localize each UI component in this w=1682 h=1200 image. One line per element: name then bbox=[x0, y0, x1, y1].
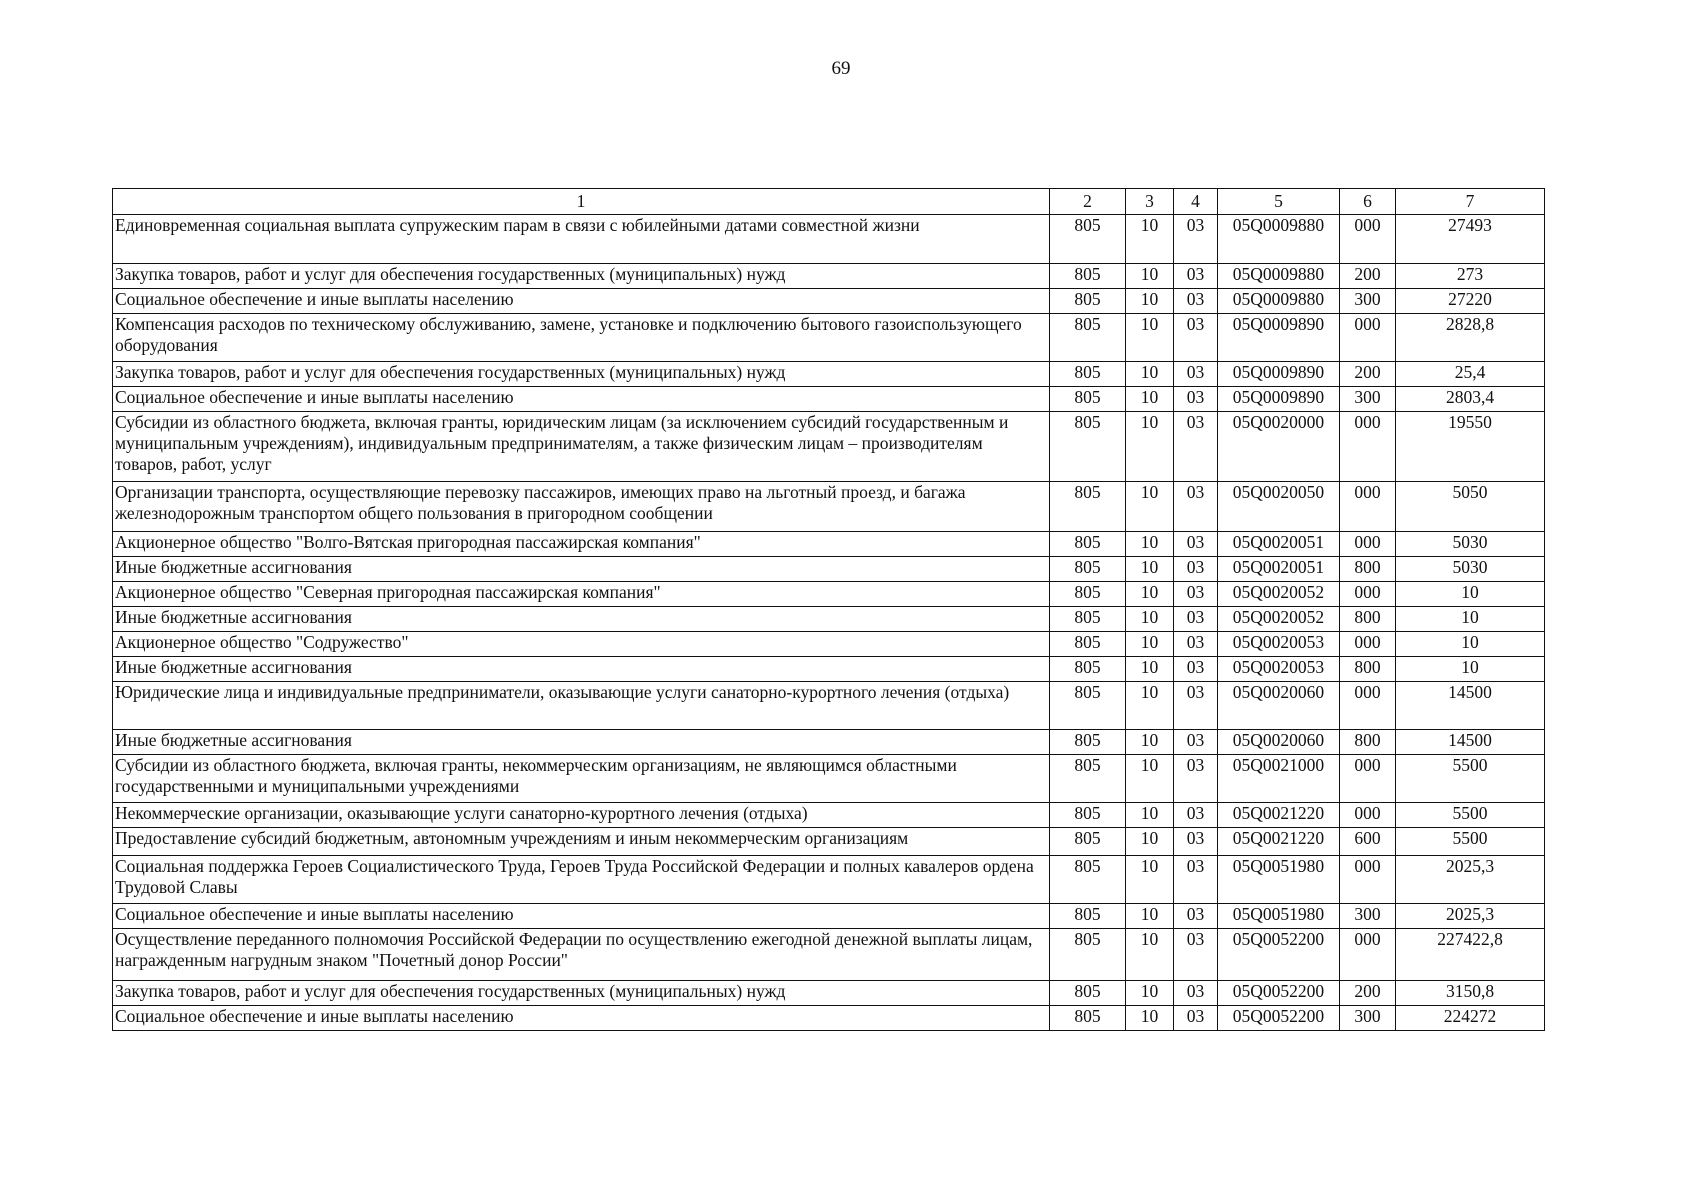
row-expense-type-cell: 000 bbox=[1340, 929, 1396, 981]
row-subsection-cell: 03 bbox=[1174, 532, 1218, 557]
row-subsection-cell: 03 bbox=[1174, 582, 1218, 607]
row-code-cell: 805 bbox=[1050, 657, 1126, 682]
row-section-cell: 10 bbox=[1126, 828, 1174, 856]
row-code-cell: 805 bbox=[1050, 387, 1126, 412]
row-section-cell: 10 bbox=[1126, 803, 1174, 828]
row-expense-type-cell: 800 bbox=[1340, 657, 1396, 682]
row-target-code-cell: 05Q0020051 bbox=[1218, 532, 1340, 557]
row-target-code-cell: 05Q0020052 bbox=[1218, 582, 1340, 607]
row-subsection-cell: 03 bbox=[1174, 657, 1218, 682]
table-row bbox=[113, 755, 1545, 803]
row-amount-cell: 227422,8 bbox=[1396, 929, 1545, 981]
table-row bbox=[113, 657, 1545, 682]
row-section-cell: 10 bbox=[1126, 557, 1174, 582]
row-expense-type-cell: 200 bbox=[1340, 362, 1396, 387]
row-amount-cell: 10 bbox=[1396, 582, 1545, 607]
row-amount-cell: 10 bbox=[1396, 632, 1545, 657]
row-target-code-cell: 05Q0009880 bbox=[1218, 289, 1340, 314]
row-subsection-cell: 03 bbox=[1174, 828, 1218, 856]
table-row bbox=[113, 607, 1545, 632]
row-section-cell: 10 bbox=[1126, 264, 1174, 289]
row-section-cell: 10 bbox=[1126, 482, 1174, 532]
row-section-cell: 10 bbox=[1126, 532, 1174, 557]
row-amount-cell: 5500 bbox=[1396, 755, 1545, 803]
row-code-cell: 805 bbox=[1050, 1006, 1126, 1031]
row-section-cell: 10 bbox=[1126, 1006, 1174, 1031]
row-amount-cell: 2025,3 bbox=[1396, 856, 1545, 904]
row-target-code-cell: 05Q0009890 bbox=[1218, 314, 1340, 362]
row-name-cell: Единовременная социальная выплата супружеским парам в связи с юбилейными датами совместной жизни bbox=[113, 215, 1050, 264]
row-expense-type-cell: 000 bbox=[1340, 482, 1396, 532]
table-row bbox=[113, 215, 1545, 264]
row-amount-cell: 5500 bbox=[1396, 828, 1545, 856]
table-row bbox=[113, 981, 1545, 1006]
row-subsection-cell: 03 bbox=[1174, 1006, 1218, 1031]
row-subsection-cell: 03 bbox=[1174, 632, 1218, 657]
table-row bbox=[113, 730, 1545, 755]
table-row bbox=[113, 632, 1545, 657]
row-target-code-cell: 05Q0052200 bbox=[1218, 929, 1340, 981]
row-expense-type-cell: 000 bbox=[1340, 314, 1396, 362]
row-name-cell: Некоммерческие организации, оказывающие услуги санаторно-курортного лечения (отдыха) bbox=[113, 803, 1050, 828]
row-amount-cell: 25,4 bbox=[1396, 362, 1545, 387]
row-code-cell: 805 bbox=[1050, 730, 1126, 755]
row-name-cell: Организации транспорта, осуществляющие перевозку пассажиров, имеющих право на льготный проезд, и багажа железнодорожным транспортом общего пользования в пригородном сообщении bbox=[113, 482, 1050, 532]
row-section-cell: 10 bbox=[1126, 314, 1174, 362]
table-row bbox=[113, 582, 1545, 607]
row-amount-cell: 5050 bbox=[1396, 482, 1545, 532]
row-amount-cell: 5030 bbox=[1396, 532, 1545, 557]
row-amount-cell: 5500 bbox=[1396, 803, 1545, 828]
row-section-cell: 10 bbox=[1126, 682, 1174, 730]
row-expense-type-cell: 800 bbox=[1340, 730, 1396, 755]
table-row bbox=[113, 557, 1545, 582]
row-name-cell: Субсидии из областного бюджета, включая гранты, некоммерческим организациям, не являющимся областными государственными и муниципальными учреждениями bbox=[113, 755, 1050, 803]
row-expense-type-cell: 000 bbox=[1340, 856, 1396, 904]
row-subsection-cell: 03 bbox=[1174, 929, 1218, 981]
row-expense-type-cell: 000 bbox=[1340, 582, 1396, 607]
row-amount-cell: 10 bbox=[1396, 607, 1545, 632]
row-code-cell: 805 bbox=[1050, 981, 1126, 1006]
row-target-code-cell: 05Q0009890 bbox=[1218, 362, 1340, 387]
row-subsection-cell: 03 bbox=[1174, 730, 1218, 755]
row-subsection-cell: 03 bbox=[1174, 856, 1218, 904]
row-name-cell: Иные бюджетные ассигнования bbox=[113, 730, 1050, 755]
row-target-code-cell: 05Q0052200 bbox=[1218, 981, 1340, 1006]
table-row bbox=[113, 387, 1545, 412]
row-name-cell: Социальная поддержка Героев Социалистического Труда, Героев Труда Российской Федерации и полных кавалеров ордена Трудовой Славы bbox=[113, 856, 1050, 904]
column-header: 7 bbox=[1396, 189, 1545, 215]
row-subsection-cell: 03 bbox=[1174, 981, 1218, 1006]
column-header: 2 bbox=[1050, 189, 1126, 215]
column-header: 1 bbox=[113, 189, 1050, 215]
table-row bbox=[113, 856, 1545, 904]
row-section-cell: 10 bbox=[1126, 582, 1174, 607]
row-subsection-cell: 03 bbox=[1174, 387, 1218, 412]
row-amount-cell: 27220 bbox=[1396, 289, 1545, 314]
row-expense-type-cell: 200 bbox=[1340, 981, 1396, 1006]
row-target-code-cell: 05Q0021000 bbox=[1218, 755, 1340, 803]
row-target-code-cell: 05Q0020051 bbox=[1218, 557, 1340, 582]
row-name-cell: Закупка товаров, работ и услуг для обеспечения государственных (муниципальных) нужд bbox=[113, 264, 1050, 289]
row-section-cell: 10 bbox=[1126, 607, 1174, 632]
row-code-cell: 805 bbox=[1050, 264, 1126, 289]
table-row bbox=[113, 904, 1545, 929]
row-section-cell: 10 bbox=[1126, 755, 1174, 803]
table-row bbox=[113, 929, 1545, 981]
row-target-code-cell: 05Q0020060 bbox=[1218, 682, 1340, 730]
row-expense-type-cell: 000 bbox=[1340, 412, 1396, 482]
row-subsection-cell: 03 bbox=[1174, 289, 1218, 314]
row-target-code-cell: 05Q0020060 bbox=[1218, 730, 1340, 755]
row-subsection-cell: 03 bbox=[1174, 264, 1218, 289]
row-target-code-cell: 05Q0020053 bbox=[1218, 632, 1340, 657]
row-name-cell: Социальное обеспечение и иные выплаты населению bbox=[113, 387, 1050, 412]
row-section-cell: 10 bbox=[1126, 289, 1174, 314]
column-header: 6 bbox=[1340, 189, 1396, 215]
row-section-cell: 10 bbox=[1126, 387, 1174, 412]
row-target-code-cell: 05Q0020000 bbox=[1218, 412, 1340, 482]
row-name-cell: Социальное обеспечение и иные выплаты населению bbox=[113, 1006, 1050, 1031]
row-section-cell: 10 bbox=[1126, 215, 1174, 264]
row-section-cell: 10 bbox=[1126, 632, 1174, 657]
row-expense-type-cell: 000 bbox=[1340, 215, 1396, 264]
row-amount-cell: 27493 bbox=[1396, 215, 1545, 264]
column-header: 3 bbox=[1126, 189, 1174, 215]
row-expense-type-cell: 300 bbox=[1340, 904, 1396, 929]
row-code-cell: 805 bbox=[1050, 607, 1126, 632]
row-amount-cell: 224272 bbox=[1396, 1006, 1545, 1031]
row-code-cell: 805 bbox=[1050, 314, 1126, 362]
row-expense-type-cell: 200 bbox=[1340, 264, 1396, 289]
row-section-cell: 10 bbox=[1126, 657, 1174, 682]
row-subsection-cell: 03 bbox=[1174, 482, 1218, 532]
table-row bbox=[113, 532, 1545, 557]
row-expense-type-cell: 600 bbox=[1340, 828, 1396, 856]
row-subsection-cell: 03 bbox=[1174, 904, 1218, 929]
row-expense-type-cell: 800 bbox=[1340, 557, 1396, 582]
column-header: 4 bbox=[1174, 189, 1218, 215]
table-row bbox=[113, 314, 1545, 362]
row-name-cell: Акционерное общество "Волго-Вятская пригородная пассажирская компания" bbox=[113, 532, 1050, 557]
table-row bbox=[113, 803, 1545, 828]
row-expense-type-cell: 000 bbox=[1340, 755, 1396, 803]
row-code-cell: 805 bbox=[1050, 289, 1126, 314]
row-section-cell: 10 bbox=[1126, 730, 1174, 755]
row-section-cell: 10 bbox=[1126, 856, 1174, 904]
table-row bbox=[113, 828, 1545, 856]
row-subsection-cell: 03 bbox=[1174, 803, 1218, 828]
row-name-cell: Иные бюджетные ассигнования bbox=[113, 557, 1050, 582]
row-code-cell: 805 bbox=[1050, 904, 1126, 929]
row-target-code-cell: 05Q0051980 bbox=[1218, 904, 1340, 929]
row-section-cell: 10 bbox=[1126, 412, 1174, 482]
row-amount-cell: 14500 bbox=[1396, 682, 1545, 730]
row-amount-cell: 3150,8 bbox=[1396, 981, 1545, 1006]
row-code-cell: 805 bbox=[1050, 929, 1126, 981]
row-code-cell: 805 bbox=[1050, 412, 1126, 482]
row-target-code-cell: 05Q0009890 bbox=[1218, 387, 1340, 412]
row-subsection-cell: 03 bbox=[1174, 362, 1218, 387]
row-expense-type-cell: 000 bbox=[1340, 532, 1396, 557]
row-section-cell: 10 bbox=[1126, 981, 1174, 1006]
row-name-cell: Закупка товаров, работ и услуг для обеспечения государственных (муниципальных) нужд bbox=[113, 981, 1050, 1006]
row-code-cell: 805 bbox=[1050, 215, 1126, 264]
row-amount-cell: 2803,4 bbox=[1396, 387, 1545, 412]
row-name-cell: Предоставление субсидий бюджетным, автономным учреждениям и иным некоммерческим организациям bbox=[113, 828, 1050, 856]
row-target-code-cell: 05Q0020052 bbox=[1218, 607, 1340, 632]
row-target-code-cell: 05Q0020050 bbox=[1218, 482, 1340, 532]
row-code-cell: 805 bbox=[1050, 482, 1126, 532]
row-code-cell: 805 bbox=[1050, 632, 1126, 657]
row-subsection-cell: 03 bbox=[1174, 682, 1218, 730]
row-section-cell: 10 bbox=[1126, 929, 1174, 981]
row-name-cell: Закупка товаров, работ и услуг для обеспечения государственных (муниципальных) нужд bbox=[113, 362, 1050, 387]
row-code-cell: 805 bbox=[1050, 532, 1126, 557]
row-amount-cell: 273 bbox=[1396, 264, 1545, 289]
budget-table bbox=[112, 188, 1545, 1031]
row-target-code-cell: 05Q0021220 bbox=[1218, 803, 1340, 828]
row-code-cell: 805 bbox=[1050, 582, 1126, 607]
row-name-cell: Юридические лица и индивидуальные предприниматели, оказывающие услуги санаторно-курортного лечения (отдыха) bbox=[113, 682, 1050, 730]
row-amount-cell: 2828,8 bbox=[1396, 314, 1545, 362]
row-amount-cell: 19550 bbox=[1396, 412, 1545, 482]
row-section-cell: 10 bbox=[1126, 904, 1174, 929]
row-expense-type-cell: 300 bbox=[1340, 387, 1396, 412]
row-code-cell: 805 bbox=[1050, 856, 1126, 904]
row-subsection-cell: 03 bbox=[1174, 755, 1218, 803]
table-row bbox=[113, 482, 1545, 532]
row-subsection-cell: 03 bbox=[1174, 607, 1218, 632]
row-amount-cell: 2025,3 bbox=[1396, 904, 1545, 929]
row-expense-type-cell: 000 bbox=[1340, 682, 1396, 730]
table-row bbox=[113, 1006, 1545, 1031]
row-target-code-cell: 05Q0009880 bbox=[1218, 264, 1340, 289]
table-body bbox=[113, 215, 1545, 1031]
row-name-cell: Акционерное общество "Содружество" bbox=[113, 632, 1050, 657]
row-target-code-cell: 05Q0021220 bbox=[1218, 828, 1340, 856]
row-target-code-cell: 05Q0052200 bbox=[1218, 1006, 1340, 1031]
row-amount-cell: 14500 bbox=[1396, 730, 1545, 755]
row-code-cell: 805 bbox=[1050, 828, 1126, 856]
row-name-cell: Социальное обеспечение и иные выплаты населению bbox=[113, 289, 1050, 314]
row-section-cell: 10 bbox=[1126, 362, 1174, 387]
row-expense-type-cell: 300 bbox=[1340, 1006, 1396, 1031]
row-expense-type-cell: 800 bbox=[1340, 607, 1396, 632]
row-name-cell: Иные бюджетные ассигнования bbox=[113, 607, 1050, 632]
table-row bbox=[113, 682, 1545, 730]
row-code-cell: 805 bbox=[1050, 682, 1126, 730]
row-target-code-cell: 05Q0051980 bbox=[1218, 856, 1340, 904]
row-expense-type-cell: 000 bbox=[1340, 632, 1396, 657]
row-name-cell: Субсидии из областного бюджета, включая гранты, юридическим лицам (за исключением субсидий государственным и муниципальным учреждениям), индивидуальным предпринимателям, а также физическим лицам – производителям товаров, работ, услуг bbox=[113, 412, 1050, 482]
row-subsection-cell: 03 bbox=[1174, 412, 1218, 482]
row-name-cell: Акционерное общество "Северная пригородная пассажирская компания" bbox=[113, 582, 1050, 607]
row-name-cell: Социальное обеспечение и иные выплаты населению bbox=[113, 904, 1050, 929]
row-code-cell: 805 bbox=[1050, 755, 1126, 803]
row-code-cell: 805 bbox=[1050, 803, 1126, 828]
row-name-cell: Компенсация расходов по техническому обслуживанию, замене, установке и подключению бытового газоиспользующего оборудования bbox=[113, 314, 1050, 362]
row-subsection-cell: 03 bbox=[1174, 215, 1218, 264]
table-row bbox=[113, 289, 1545, 314]
row-amount-cell: 10 bbox=[1396, 657, 1545, 682]
table-row bbox=[113, 412, 1545, 482]
row-subsection-cell: 03 bbox=[1174, 314, 1218, 362]
row-name-cell: Иные бюджетные ассигнования bbox=[113, 657, 1050, 682]
row-name-cell: Осуществление переданного полномочия Российской Федерации по осуществлению ежегодной денежной выплаты лицам, награжденным нагрудным знаком "Почетный донор России" bbox=[113, 929, 1050, 981]
row-subsection-cell: 03 bbox=[1174, 557, 1218, 582]
table-header-row bbox=[113, 189, 1545, 215]
row-expense-type-cell: 300 bbox=[1340, 289, 1396, 314]
table-row bbox=[113, 362, 1545, 387]
page-number: 69 bbox=[831, 58, 851, 79]
row-code-cell: 805 bbox=[1050, 362, 1126, 387]
row-code-cell: 805 bbox=[1050, 557, 1126, 582]
row-expense-type-cell: 000 bbox=[1340, 803, 1396, 828]
column-header: 5 bbox=[1218, 189, 1340, 215]
row-target-code-cell: 05Q0009880 bbox=[1218, 215, 1340, 264]
row-amount-cell: 5030 bbox=[1396, 557, 1545, 582]
table-row bbox=[113, 264, 1545, 289]
row-target-code-cell: 05Q0020053 bbox=[1218, 657, 1340, 682]
